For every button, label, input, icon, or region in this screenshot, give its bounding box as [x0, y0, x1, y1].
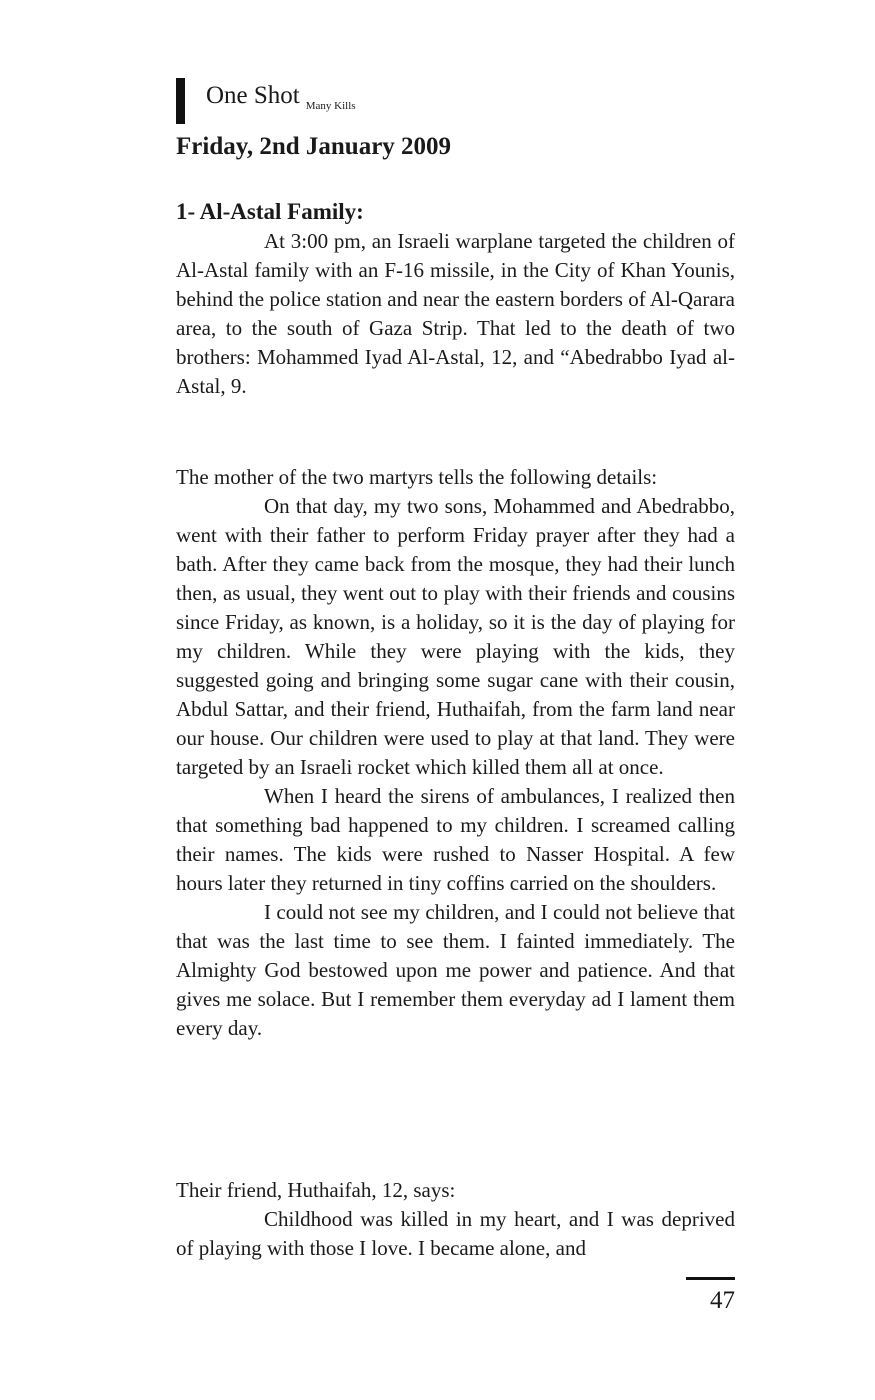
mother-testimony	[176, 463, 735, 1043]
running-head-bar	[176, 78, 185, 124]
friend-testimony	[176, 1176, 735, 1263]
mother-paragraph-3: I could not see my children, and I could not believe that that was the last time to see them. I fainted immediately. The Almighty God bestowed upon me power and patience. And that gives me solace. But I remember them everyday ad I lament them every day.	[176, 900, 735, 1040]
mother-intro: The mother of the two martyrs tells the following details:	[176, 465, 658, 489]
friend-paragraph: Childhood was killed in my heart, and I was deprived of playing with those I love. I became alone, and	[176, 1207, 735, 1260]
running-head-title: One Shot	[206, 82, 300, 109]
running-head	[176, 78, 356, 124]
section-heading: 1- Al-Astal Family:	[176, 199, 364, 224]
section-paragraph: At 3:00 pm, an Israeli warplane targeted the children of Al-Astal family with an F-16 missile, in the City of Khan Younis, behind the police station and near the eastern borders of Al-Qarara area, to the south of Gaza Strip. That led to the death of two brothers: Mohammed Iyad Al-Astal, 12, and “Abedrabbo Iyad al-Astal, 9.	[176, 229, 735, 398]
mother-paragraph-2: When I heard the sirens of ambulances, I realized then that something bad happened to my children. I screamed calling their names. The kids were rushed to Nasser Hospital. A few hours later they returned in tiny coffins carried on the shoulders.	[176, 784, 735, 895]
mother-paragraph-1: On that day, my two sons, Mohammed and Abedrabbo, went with their father to perform Friday prayer after they had a bath. After they came back from the mosque, they had their lunch then, as usual, they went out to play with their friends and cousins since Friday, as known, is a holiday, so it is the day of playing for my children. While they were playing with the kids, they suggested going and bringing some sugar cane with their cousin, Abdul Sattar, and their friend, Huthaifah, from the farm land near our house. Our children were used to play at that land. They were targeted by an Israeli rocket which killed them all at once.	[176, 494, 735, 779]
footer-rule	[686, 1277, 735, 1280]
section-al-astal	[176, 197, 735, 401]
friend-intro: Their friend, Huthaifah, 12, says:	[176, 1178, 456, 1202]
date-heading: Friday, 2nd January 2009	[176, 133, 452, 160]
running-head-subtitle: Many Kills	[305, 100, 356, 112]
page-number: 47	[710, 1287, 735, 1314]
